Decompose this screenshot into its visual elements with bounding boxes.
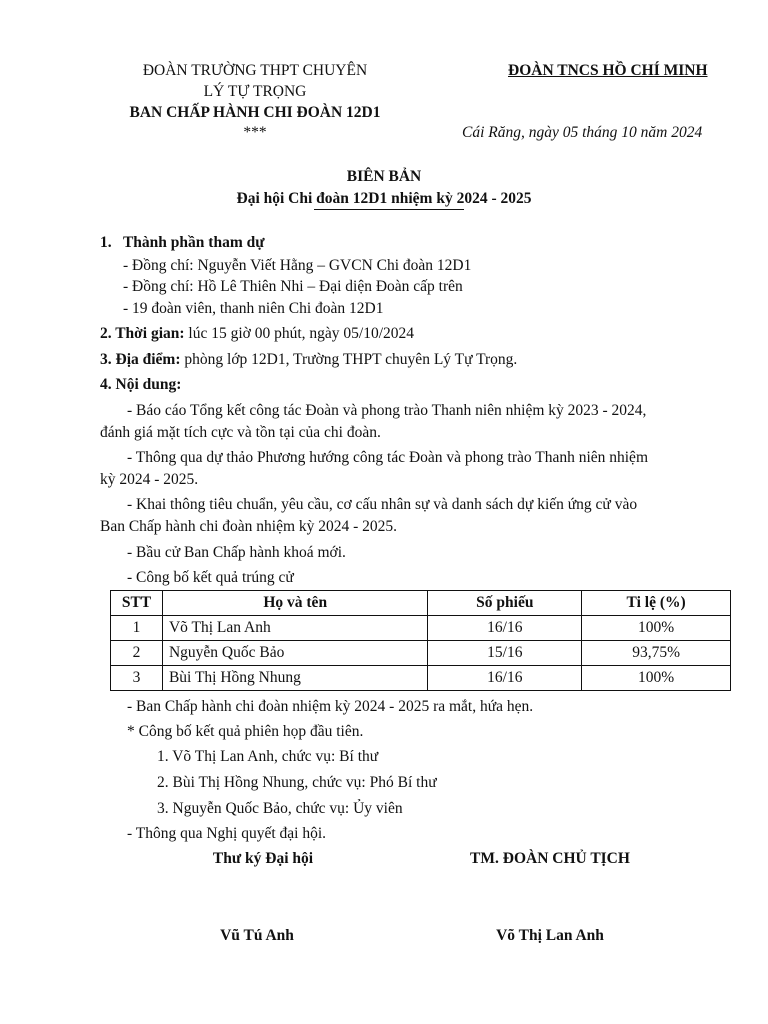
cell-percent: 100% xyxy=(582,666,731,691)
section-3-text: phòng lớp 12D1, Trường THPT chuyên Lý Tự Trọng. xyxy=(180,351,518,368)
role-item: 2. Bùi Thị Hồng Nhung, chức vụ: Phó Bí thư xyxy=(157,774,437,791)
content-paragraph: - Công bố kết quả trúng cử xyxy=(127,569,294,586)
content-paragraph: - Bầu cử Ban Chấp hành khoá mới. xyxy=(127,544,346,561)
column-header-name: Họ và tên xyxy=(162,591,427,616)
cell-percent: 93,75% xyxy=(582,641,731,666)
cell-name: Bùi Thị Hồng Nhung xyxy=(162,666,427,691)
content-paragraph: * Công bố kết quả phiên họp đầu tiên. xyxy=(127,723,364,740)
role-item: 1. Võ Thị Lan Anh, chức vụ: Bí thư xyxy=(157,748,379,765)
header-school: ĐOÀN TRƯỜNG THPT CHUYÊN xyxy=(142,62,368,79)
section-3-label: 3. Địa điểm: xyxy=(100,351,181,368)
title-underline xyxy=(314,209,464,210)
header-date: Cái Răng, ngày 05 tháng 10 năm 2024 xyxy=(462,124,703,141)
table-row xyxy=(111,616,731,641)
content-paragraph: Ban Chấp hành chi đoàn nhiệm kỳ 2024 - 2025. xyxy=(100,518,398,535)
attendee-item: - Đồng chí: Hồ Lê Thiên Nhi – Đại diện Đoàn cấp trên xyxy=(123,278,463,295)
cell-votes: 15/16 xyxy=(428,641,582,666)
content-paragraph: kỳ 2024 - 2025. xyxy=(100,471,199,488)
header-committee: BAN CHẤP HÀNH CHI ĐOÀN 12D1 xyxy=(129,104,381,121)
document-title: BIÊN BẢN xyxy=(346,168,422,185)
section-1-heading: 1. Thành phần tham dự xyxy=(100,234,265,251)
header-organization: ĐOÀN TNCS HỒ CHÍ MINH xyxy=(508,62,708,79)
content-paragraph: - Báo cáo Tổng kết công tác Đoàn và phong trào Thanh niên nhiệm kỳ 2023 - 2024, xyxy=(127,402,647,419)
section-2-label: 2. Thời gian: xyxy=(100,325,185,342)
document-subtitle: Đại hội Chi đoàn 12D1 nhiệm kỳ 2024 - 2025 xyxy=(236,190,532,207)
cell-stt: 3 xyxy=(111,666,163,691)
attendee-item: - 19 đoàn viên, thanh niên Chi đoàn 12D1 xyxy=(123,300,384,317)
signature-left-title: Thư ký Đại hội xyxy=(212,850,314,867)
content-paragraph: - Ban Chấp hành chi đoàn nhiệm kỳ 2024 - 2025 ra mắt, hứa hẹn. xyxy=(127,698,534,715)
election-results-table xyxy=(110,590,731,691)
section-3-location xyxy=(100,351,517,369)
content-paragraph: - Thông qua dự thảo Phương hướng công tác Đoàn và phong trào Thanh niên nhiệm xyxy=(127,449,648,466)
header-stars: *** xyxy=(243,124,267,141)
table-header-row xyxy=(111,591,731,616)
signature-right-title: TM. ĐOÀN CHỦ TỊCH xyxy=(470,850,630,867)
attendee-item: - Đồng chí: Nguyễn Viết Hằng – GVCN Chi đoàn 12D1 xyxy=(123,257,472,274)
role-item: 3. Nguyễn Quốc Bảo, chức vụ: Ủy viên xyxy=(157,800,403,817)
header-school-name: LÝ TỰ TRỌNG xyxy=(203,83,307,100)
column-header-stt: STT xyxy=(111,591,163,616)
content-paragraph: - Khai thông tiêu chuẩn, yêu cầu, cơ cấu nhân sự và danh sách dự kiến ứng cử vào xyxy=(127,496,638,513)
section-2-text: lúc 15 giờ 00 phút, ngày 05/10/2024 xyxy=(184,325,415,342)
column-header-percent: Ti lệ (%) xyxy=(582,591,731,616)
content-paragraph: đánh giá mặt tích cực và tồn tại của chi đoàn. xyxy=(100,424,381,441)
cell-stt: 1 xyxy=(111,616,163,641)
cell-stt: 2 xyxy=(111,641,163,666)
signature-right-name: Võ Thị Lan Anh xyxy=(496,927,604,944)
section-4-heading: 4. Nội dung: xyxy=(100,376,182,393)
signature-left-name: Vũ Tú Anh xyxy=(220,927,294,944)
content-paragraph: - Thông qua Nghị quyết đại hội. xyxy=(127,825,327,842)
cell-percent: 100% xyxy=(582,616,731,641)
table-row xyxy=(111,641,731,666)
column-header-votes: Số phiếu xyxy=(428,591,582,616)
cell-votes: 16/16 xyxy=(428,616,582,641)
cell-name: Nguyễn Quốc Bảo xyxy=(162,641,427,666)
table-row xyxy=(111,666,731,691)
cell-name: Võ Thị Lan Anh xyxy=(162,616,427,641)
cell-votes: 16/16 xyxy=(428,666,582,691)
section-2-time xyxy=(100,325,414,343)
